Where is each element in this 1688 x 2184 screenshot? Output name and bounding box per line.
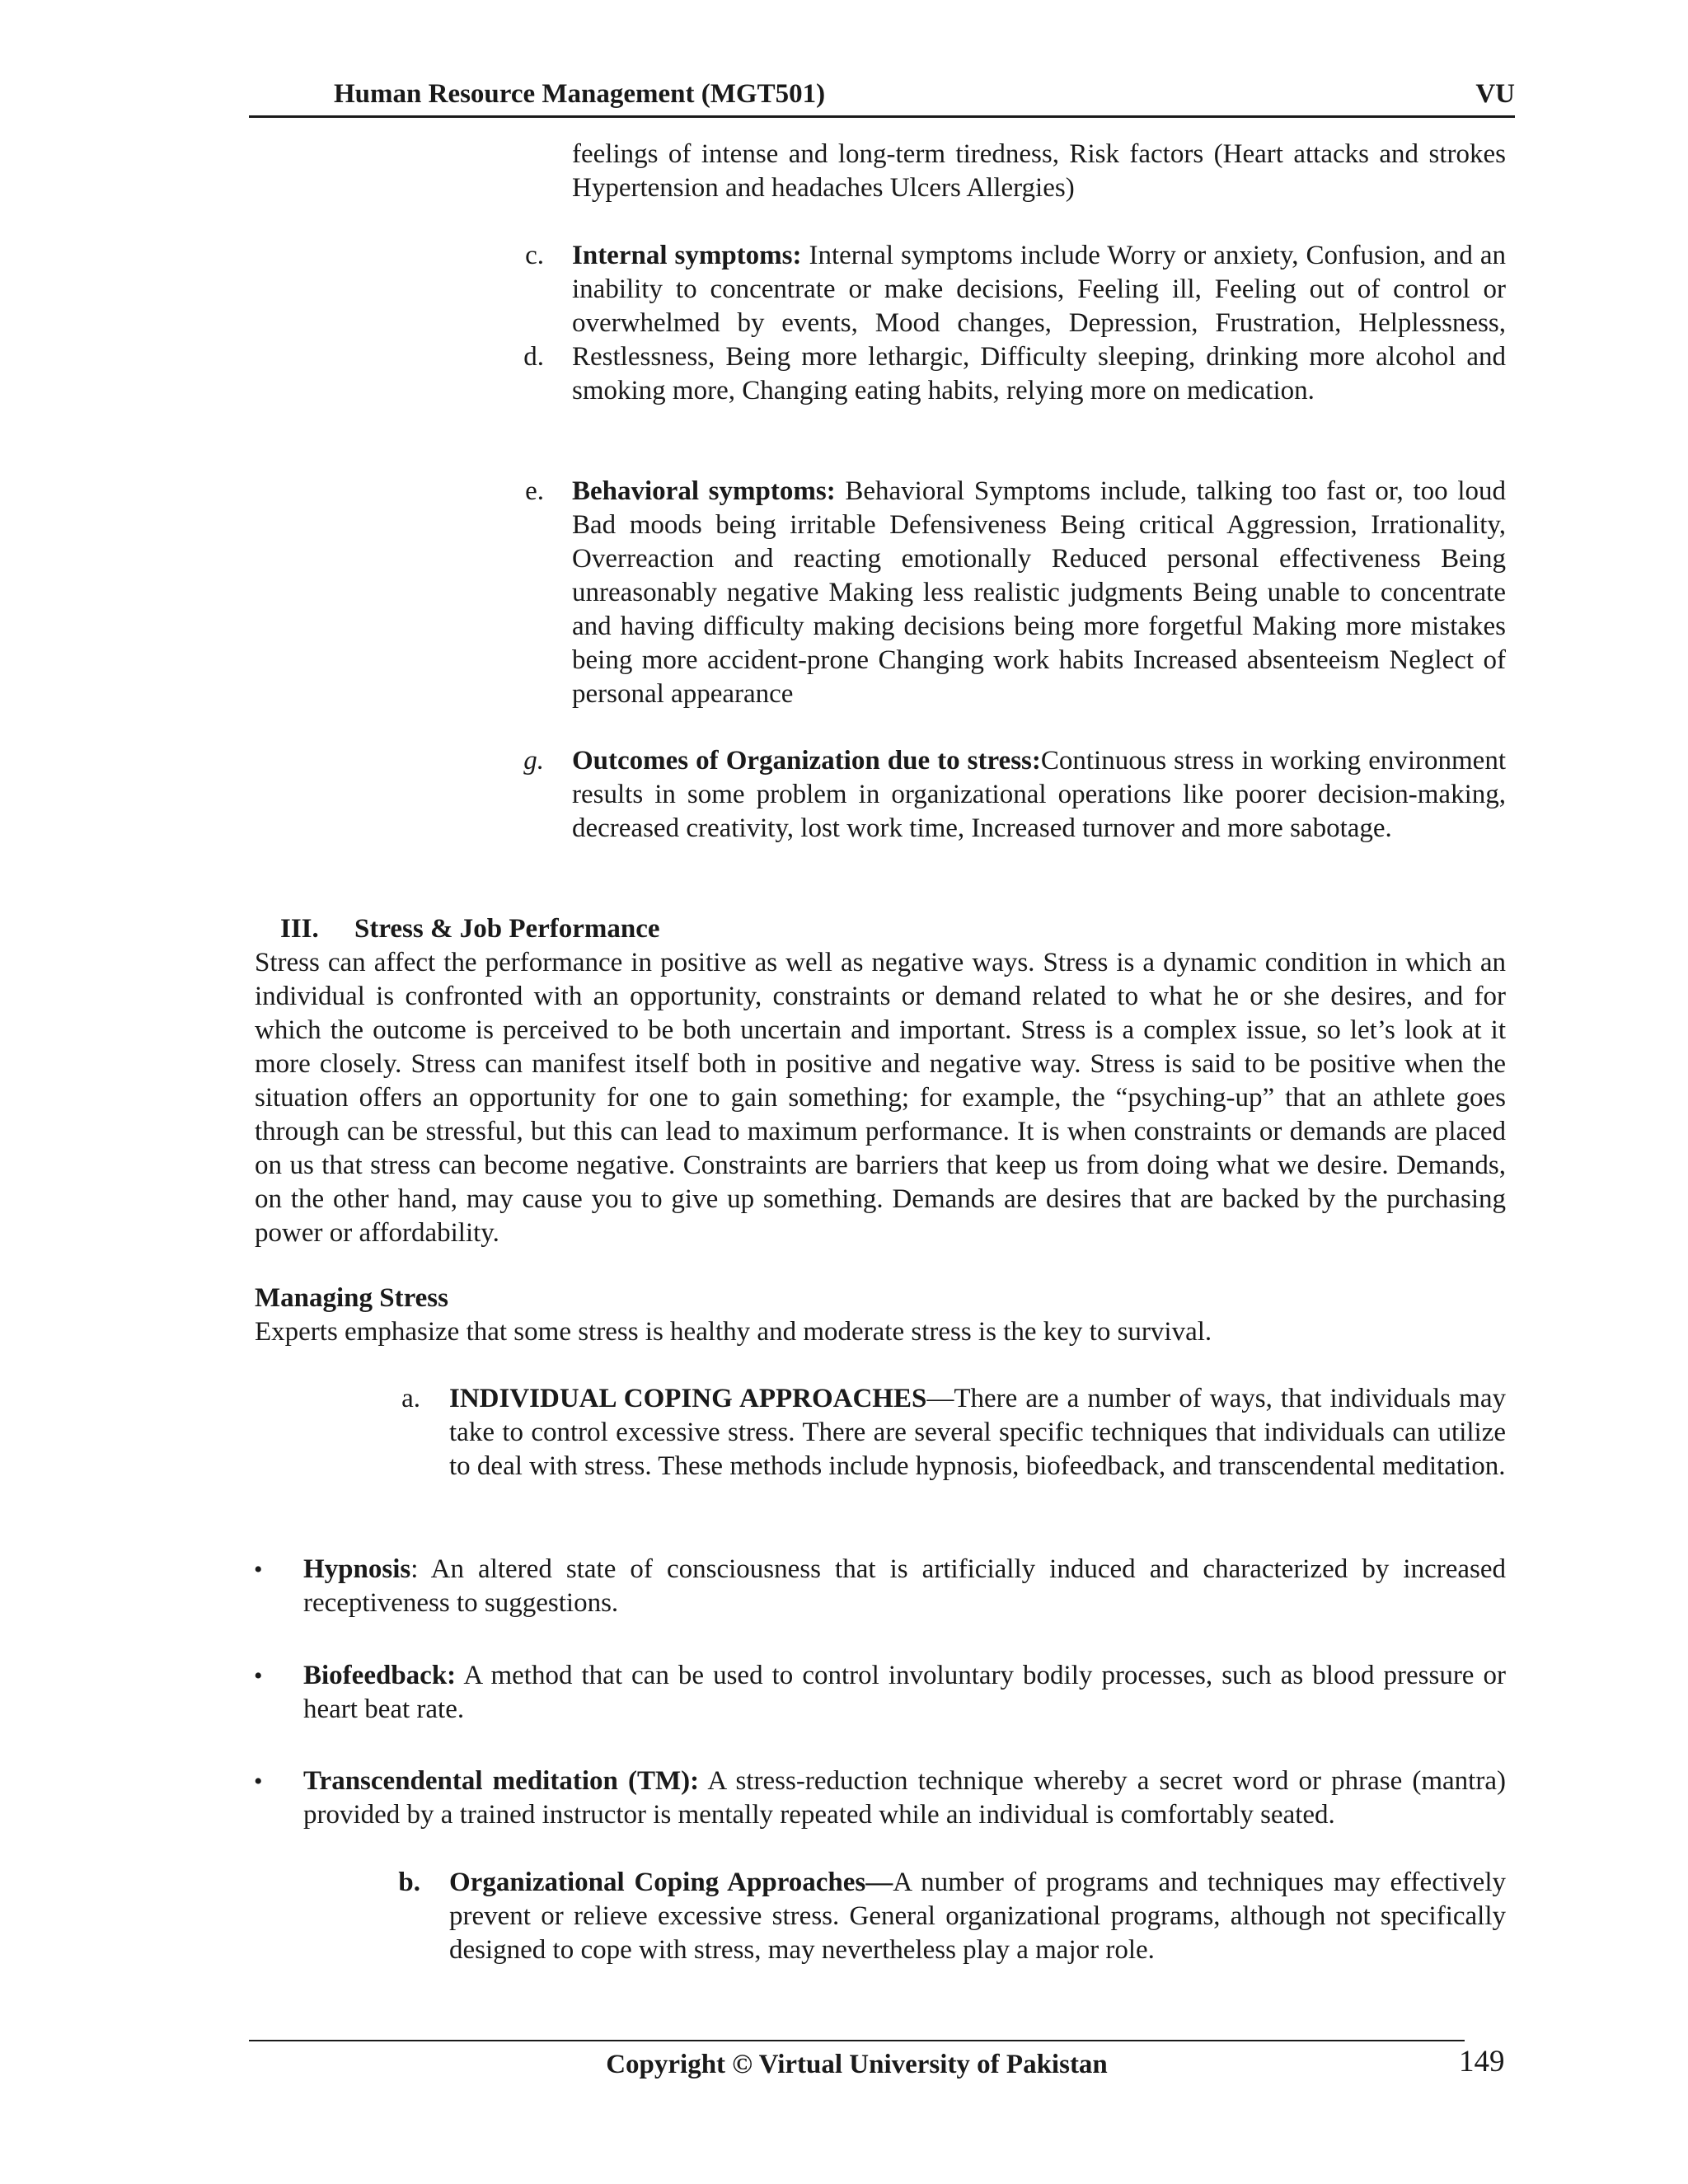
bullet-text: A stress-reduction technique whereby a secret word or phrase (mantra) provided by a trained instructor is mentally repeated while an individual is comfortably seated. bbox=[303, 1766, 1506, 1830]
bullet-text: A method that can be used to control involuntary bodily processes, such as blood pressure or heart beat rate. bbox=[303, 1661, 1506, 1724]
bullet-icon: • bbox=[254, 1556, 263, 1583]
organizational-coping-title: Organizational Coping Approaches— bbox=[449, 1868, 893, 1897]
outcomes-item bbox=[572, 744, 1506, 846]
internal-symptoms-text: Internal symptoms include Worry or anxiety, Confusion, and an inability to concentrate or make decisions, Feeling ill, Feeling out of control or overwhelmed by events, Mood changes, Depression, Frustration, Helplessness, Restlessness, Being more lethargic, Difficulty sleeping, drinking more alcohol and smoking more, Changing eating habits, relying more on medication. bbox=[572, 241, 1506, 405]
header-institution: VU bbox=[1475, 79, 1515, 109]
header-course-title: Human Resource Management (MGT501) bbox=[334, 79, 826, 109]
bullet-sep: : bbox=[410, 1554, 419, 1584]
header-divider bbox=[249, 115, 1515, 118]
organizational-coping-text: A number of programs and techniques may effectively prevent or relieve excessive stress. General organizational programs, although not specifically designed to cope with stress, may nevertheless play a major role. bbox=[449, 1868, 1506, 1965]
list-marker-a: a. bbox=[401, 1384, 420, 1413]
footer-divider bbox=[249, 2040, 1465, 2041]
individual-coping-item bbox=[449, 1382, 1506, 1483]
footer-copyright: Copyright © Virtual University of Pakistan bbox=[606, 2050, 1108, 2079]
continuation-paragraph: feelings of intense and long-term tiredness, Risk factors (Heart attacks and strokes Hypertension and headaches Ulcers Allergies) bbox=[572, 139, 1506, 203]
stress-performance-paragraph: Stress can affect the performance in positive as well as negative ways. Stress is a dynamic condition in which an individual is confronted with an opportunity, constraints or demand related to what he or she desires, and for which the outcome is perceived to be both uncertain and important. Stress is a complex issue, so let’s look at it more closely. Stress can manifest itself both in positive and negative way. Stress is said to be positive when the situation offers an opportunity for one to gain something; for example, the “psyching-up” that an athlete goes through can be stressful, but this can lead to maximum performance. It is when constraints or demands are placed on us that stress can become negative. Constraints are barriers that keep us from doing what we desire. Demands, on the other hand, may cause you to give up something. Demands are desires that are backed by the purchasing power or affordability. bbox=[255, 948, 1506, 1248]
page-number: 149 bbox=[1459, 2045, 1505, 2079]
list-marker-g: g. bbox=[523, 746, 544, 776]
behavioral-symptoms-item bbox=[572, 475, 1506, 711]
section-number: III. bbox=[280, 914, 319, 944]
bullet-icon: • bbox=[254, 1768, 263, 1795]
behavioral-symptoms-title: Behavioral symptoms: bbox=[572, 476, 836, 506]
list-marker-e: e. bbox=[525, 476, 544, 506]
individual-coping-title: INDIVIDUAL COPING APPROACHES bbox=[449, 1384, 927, 1413]
list-marker-b: b. bbox=[398, 1868, 420, 1897]
behavioral-symptoms-text: Behavioral Symptoms include, talking too fast or, too loud Bad moods being irritable Defensiveness Being critical Aggression, Irrationality, Overreaction and reacting emotionally Reduced personal effectiveness Being unreasonably negative Making less realistic judgments Being unable to concentrate and having difficulty making decisions being more forgetful Making more mistakes being more accident-prone Changing work habits Increased absenteeism Neglect of personal appearance bbox=[572, 476, 1506, 709]
bullet-item-biofeedback bbox=[303, 1659, 1506, 1727]
managing-stress-intro: Experts emphasize that some stress is healthy and moderate stress is the key to survival. bbox=[255, 1317, 1212, 1347]
list-marker-c: c. bbox=[525, 241, 544, 270]
managing-stress-heading: Managing Stress bbox=[255, 1283, 448, 1313]
internal-symptoms-title: Internal symptoms: bbox=[572, 241, 802, 270]
bullet-term: Biofeedback: bbox=[303, 1661, 457, 1690]
organizational-coping-item bbox=[449, 1866, 1506, 1967]
bullet-text: An altered state of consciousness that is artificially induced and characterized by increased receptiveness to suggestions. bbox=[303, 1554, 1506, 1618]
bullet-icon: • bbox=[254, 1662, 263, 1690]
bullet-item-hypnosis bbox=[303, 1553, 1506, 1620]
outcomes-title: Outcomes of Organization due to stress: bbox=[572, 746, 1041, 776]
bullet-term: Transcendental meditation (TM): bbox=[303, 1766, 700, 1796]
outcomes-text: Continuous stress in working environment results in some problem in organizational operations like poorer decision-making, decreased creativity, lost work time, Increased turnover and more sabotage. bbox=[572, 746, 1507, 843]
section-heading: Stress & Job Performance bbox=[354, 914, 660, 944]
list-marker-d: d. bbox=[523, 342, 544, 372]
bullet-term: Hypnosis bbox=[303, 1554, 411, 1584]
individual-coping-text: —There are a number of ways, that individuals may take to control excessive stress. There are several specific techniques that individuals can utilize to deal with stress. These methods include hypnosis, biofeedback, and transcendental meditation. bbox=[449, 1384, 1506, 1481]
internal-symptoms-item bbox=[572, 239, 1506, 408]
bullet-item-transcendental-meditation bbox=[303, 1765, 1506, 1832]
